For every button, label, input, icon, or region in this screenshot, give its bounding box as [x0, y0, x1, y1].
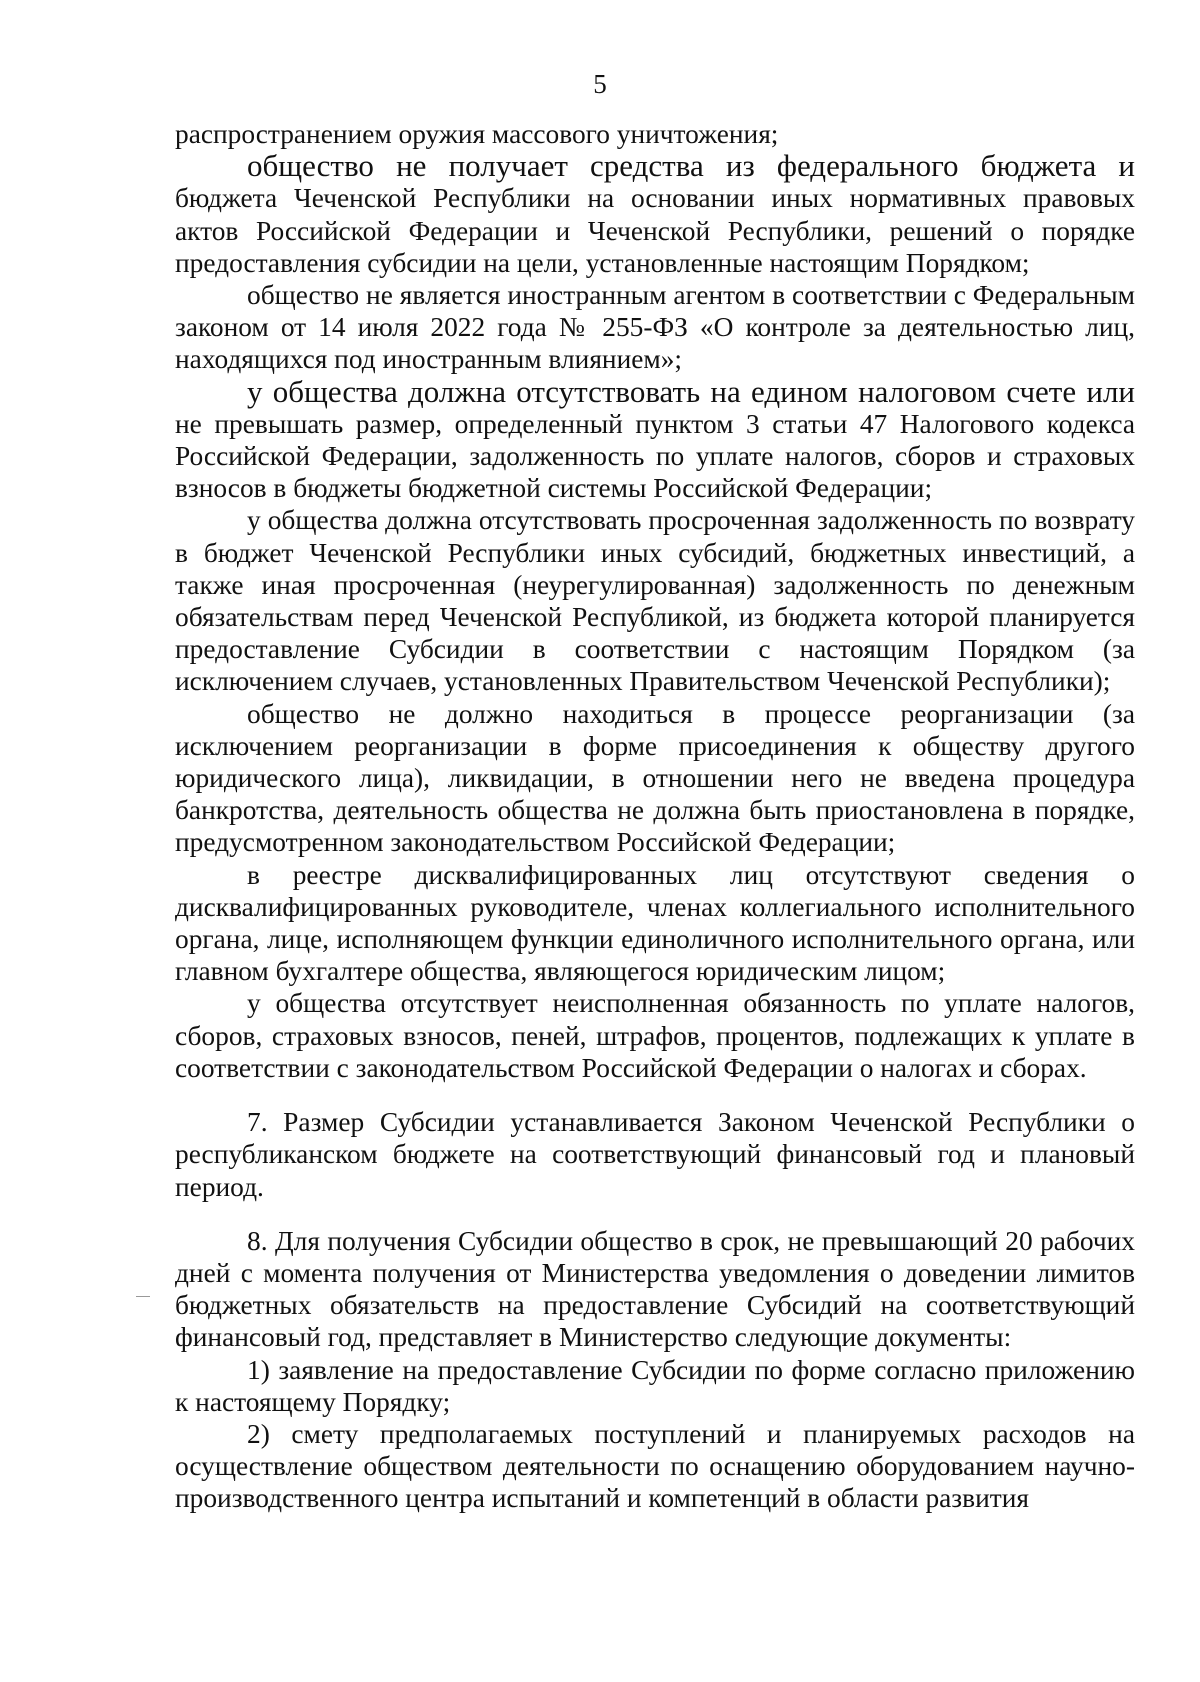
document-body	[175, 118, 1135, 1515]
paragraph-unpaid-taxes: у общества отсутствует неисполненная обязанность по уплате налогов, сборов, страховых взносов, пеней, штрафов, процентов, подлежащих к уплате в соответствии с законодательством Российской Федерации о налогах и сборах.	[175, 988, 1135, 1083]
paragraph-item-8: 8. Для получения Субсидии общество в срок, не превышающий 20 рабочих дней с момента получения от Министерства уведомления о доведении лимитов бюджетных обязательств на предоставление Субсидий на соответствующий финансовый год, представляет в Министерство следующие документы:	[175, 1225, 1135, 1353]
paragraph-federal-budget: общество не получает средства из федерального бюджета и бюджета Чеченской Республики на основании иных нормативных правовых актов Российской Федерации и Чеченской Республики, решений о порядке предоставления субсидии на цели, установленные настоящим Порядком;	[175, 148, 1135, 278]
paragraph-foreign-agent: общество не является иностранным агентом в соответствии с Федеральным законом от 14 июля 2022 года № 255-ФЗ «О контроле за деятельностью лиц, находящихся под иностранным влиянием»;	[175, 280, 1135, 375]
margin-mark	[136, 1296, 150, 1297]
page-number: 5	[593, 69, 607, 99]
paragraph-continuation: распространением оружия массового уничтожения;	[175, 119, 779, 149]
paragraph-overdue-debt: у общества должна отсутствовать просроченная задолженность по возврату в бюджет Чеченской Республики иных субсидий, бюджетных инвестиций, а также иная просроченная (неурегулированная) задолженность по денежным обязательствам перед Чеченской Республикой, из бюджета которой планируется предоставление Субсидии в соответствии с настоящим Порядком (за исключением случаев, установленных Правительством Чеченской Республики);	[175, 505, 1135, 697]
list-item-1: 1) заявление на предоставление Субсидии по форме согласно приложению к настоящему Порядку;	[175, 1354, 1135, 1417]
list-item-2: 2) смету предполагаемых поступлений и планируемых расходов на осуществление обществом деятельности по оснащению оборудованием научно-производственного центра испытаний и компетенций в области развития	[175, 1418, 1135, 1514]
paragraph-disqualified-persons: в реестре дисквалифицированных лиц отсутствуют сведения о дисквалифицированных руководителе, членах коллегиального исполнительного органа, лице, исполняющем функции единоличного исполнительного органа, или главном бухгалтере общества, являющегося юридическим лицом;	[175, 859, 1135, 987]
paragraph-item-7: 7. Размер Субсидии устанавливается Законом Чеченской Республики о республиканском бюджете на соответствующий финансовый год и плановый период.	[175, 1107, 1135, 1202]
paragraph-tax-account: у общества должна отсутствовать на едином налоговом счете или не превышать размер, определенный пунктом 3 статьи 47 Налогового кодекса Российской Федерации, задолженность по уплате налогов, сборов и страховых взносов в бюджеты бюджетной системы Российской Федерации;	[175, 373, 1135, 504]
paragraph-reorganization: общество не должно находиться в процессе реорганизации (за исключением реорганизации в форме присоединения к обществу другого юридического лица), ликвидации, в отношении него не введена процедура банкротства, деятельность общества не должна быть приостановлена в порядке, предусмотренном законодательством Российской Федерации;	[175, 698, 1135, 858]
